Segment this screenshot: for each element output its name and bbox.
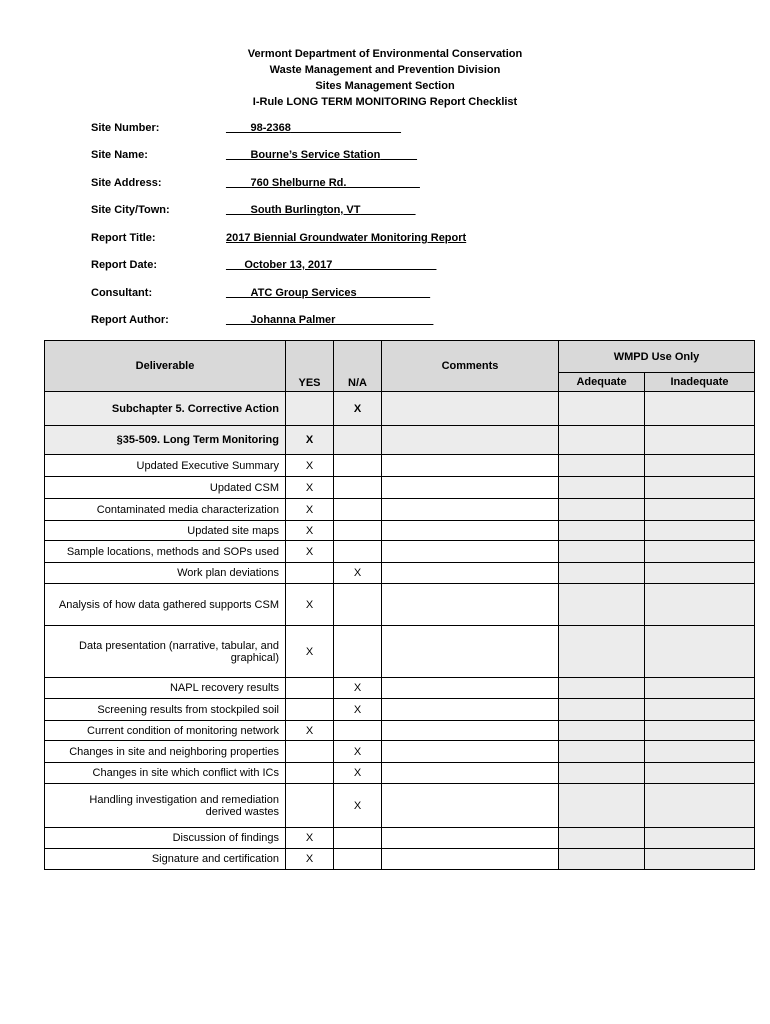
na-cell[interactable] — [334, 849, 382, 870]
site-number-row — [91, 122, 511, 138]
comments-cell[interactable] — [382, 563, 559, 584]
yes-cell[interactable]: X — [286, 499, 334, 521]
deliverable-cell: §35-509. Long Term Monitoring — [45, 426, 286, 455]
yes-cell[interactable]: X — [286, 541, 334, 563]
adequate-cell[interactable] — [559, 763, 645, 784]
na-cell[interactable]: X — [334, 784, 382, 828]
na-cell[interactable]: X — [334, 699, 382, 721]
adequate-cell[interactable] — [559, 849, 645, 870]
na-cell[interactable]: X — [334, 392, 382, 426]
site-name-value: Bourne’s Service Station — [250, 149, 381, 161]
table-row — [45, 477, 755, 499]
comments-cell[interactable] — [382, 455, 559, 477]
site-number-field[interactable]: ____98-2368__________________ — [226, 122, 401, 134]
yes-cell[interactable] — [286, 392, 334, 426]
inadequate-cell[interactable] — [645, 849, 755, 870]
site-city-value: South Burlington, VT — [250, 204, 361, 216]
yes-cell[interactable]: X — [286, 626, 334, 678]
header-section: Sites Management Section — [315, 80, 455, 92]
adequate-cell[interactable] — [559, 584, 645, 626]
deliverable-cell: NAPL recovery results — [45, 678, 286, 699]
report-author-value: Johanna Palmer — [250, 314, 336, 326]
adequate-cell[interactable] — [559, 784, 645, 828]
inadequate-cell[interactable] — [645, 541, 755, 563]
table-row — [45, 521, 755, 541]
yes-cell[interactable] — [286, 699, 334, 721]
inadequate-cell[interactable] — [645, 699, 755, 721]
inadequate-cell[interactable] — [645, 584, 755, 626]
table-row — [45, 392, 755, 426]
inadequate-cell[interactable] — [645, 455, 755, 477]
site-city-row — [91, 204, 511, 220]
comments-cell[interactable] — [382, 392, 559, 426]
adequate-cell[interactable] — [559, 563, 645, 584]
na-cell[interactable]: X — [334, 763, 382, 784]
deliverable-cell: Current condition of monitoring network — [45, 721, 286, 741]
inadequate-cell[interactable] — [645, 678, 755, 699]
deliverable-header: Deliverable — [45, 341, 286, 392]
inadequate-cell[interactable] — [645, 426, 755, 455]
deliverable-cell: Updated Executive Summary — [45, 455, 286, 477]
deliverables-body — [45, 392, 755, 870]
deliverable-cell: Discussion of findings — [45, 828, 286, 849]
yes-cell[interactable] — [286, 763, 334, 784]
header-division: Waste Management and Prevention Division — [269, 64, 501, 76]
comments-cell[interactable] — [382, 699, 559, 721]
site-number-value: 98-2368 — [250, 122, 291, 134]
yes-cell[interactable]: X — [286, 584, 334, 626]
deliverable-cell: Subchapter 5. Corrective Action — [45, 392, 286, 426]
consultant-row — [91, 287, 511, 303]
yes-header: YES — [286, 341, 334, 392]
comments-cell[interactable] — [382, 763, 559, 784]
deliverable-cell: Signature and certification — [45, 849, 286, 870]
report-title-label: Report Title: — [91, 232, 156, 244]
adequate-cell[interactable] — [559, 541, 645, 563]
comments-cell[interactable] — [382, 521, 559, 541]
wmpd-use-only-header: WMPD Use Only — [559, 341, 755, 373]
table-row — [45, 499, 755, 521]
table-row — [45, 763, 755, 784]
inadequate-cell[interactable] — [645, 499, 755, 521]
na-cell[interactable] — [334, 521, 382, 541]
report-date-row — [91, 259, 511, 275]
adequate-cell[interactable] — [559, 477, 645, 499]
comments-cell[interactable] — [382, 426, 559, 455]
inadequate-cell[interactable] — [645, 392, 755, 426]
header-checklist-title: I-Rule LONG TERM MONITORING Report Checklist — [252, 96, 518, 108]
inadequate-cell[interactable] — [645, 477, 755, 499]
inadequate-cell[interactable] — [645, 626, 755, 678]
consultant-label: Consultant: — [91, 287, 153, 299]
report-title-field[interactable] — [226, 232, 466, 244]
site-name-label: Site Name: — [91, 149, 148, 161]
adequate-cell[interactable] — [559, 828, 645, 849]
adequate-cell[interactable] — [559, 426, 645, 455]
comments-cell[interactable] — [382, 784, 559, 828]
comments-header: Comments — [382, 341, 559, 392]
site-number-label: Site Number: — [91, 122, 160, 134]
na-cell[interactable] — [334, 426, 382, 455]
na-cell[interactable] — [334, 626, 382, 678]
deliverable-cell: Updated site maps — [45, 521, 286, 541]
document-header — [0, 46, 770, 110]
site-city-label: Site City/Town: — [91, 204, 170, 216]
table-row — [45, 541, 755, 563]
adequate-cell[interactable] — [559, 521, 645, 541]
inadequate-cell[interactable] — [645, 721, 755, 741]
site-name-row — [91, 149, 511, 165]
adequate-cell[interactable] — [559, 392, 645, 426]
na-cell[interactable] — [334, 499, 382, 521]
na-cell[interactable] — [334, 477, 382, 499]
comments-cell[interactable] — [382, 541, 559, 563]
table-row — [45, 563, 755, 584]
comments-cell[interactable] — [382, 721, 559, 741]
report-author-field[interactable]: ____Johanna Palmer________________ — [226, 314, 434, 326]
comments-cell[interactable] — [382, 678, 559, 699]
deliverables-table — [44, 340, 755, 870]
table-row — [45, 626, 755, 678]
na-cell[interactable] — [334, 828, 382, 849]
deliverable-cell: Contaminated media characterization — [45, 499, 286, 521]
yes-cell[interactable] — [286, 741, 334, 763]
adequate-cell[interactable] — [559, 626, 645, 678]
inadequate-cell[interactable] — [645, 828, 755, 849]
consultant-field[interactable]: ____ATC Group Services____________ — [226, 287, 431, 299]
yes-cell[interactable]: X — [286, 477, 334, 499]
deliverable-cell: Changes in site which conflict with ICs — [45, 763, 286, 784]
table-row — [45, 828, 755, 849]
adequate-cell[interactable] — [559, 699, 645, 721]
table-row — [45, 426, 755, 455]
comments-cell[interactable] — [382, 584, 559, 626]
deliverable-cell: Screening results from stockpiled soil — [45, 699, 286, 721]
yes-cell[interactable] — [286, 678, 334, 699]
table-row — [45, 678, 755, 699]
inadequate-header: Inadequate — [645, 373, 755, 392]
adequate-header: Adequate — [559, 373, 645, 392]
inadequate-cell[interactable] — [645, 784, 755, 828]
comments-cell[interactable] — [382, 499, 559, 521]
inadequate-cell[interactable] — [645, 763, 755, 784]
deliverable-cell: Sample locations, methods and SOPs used — [45, 541, 286, 563]
table-row — [45, 721, 755, 741]
yes-cell[interactable] — [286, 563, 334, 584]
report-date-field[interactable]: ___October 13, 2017_________________ — [226, 259, 437, 271]
yes-cell[interactable]: X — [286, 521, 334, 541]
table-header-row — [45, 341, 755, 373]
yes-cell[interactable]: X — [286, 426, 334, 455]
comments-cell[interactable] — [382, 477, 559, 499]
deliverable-cell: Work plan deviations — [45, 563, 286, 584]
table-row — [45, 741, 755, 763]
na-cell[interactable] — [334, 584, 382, 626]
adequate-cell[interactable] — [559, 721, 645, 741]
comments-cell[interactable] — [382, 828, 559, 849]
report-title-row — [91, 232, 511, 248]
yes-cell[interactable]: X — [286, 828, 334, 849]
site-address-row — [91, 177, 511, 193]
table-row — [45, 699, 755, 721]
na-cell[interactable] — [334, 721, 382, 741]
deliverable-cell: Updated CSM — [45, 477, 286, 499]
inadequate-cell[interactable] — [645, 563, 755, 584]
yes-cell[interactable]: X — [286, 849, 334, 870]
report-author-label: Report Author: — [91, 314, 169, 326]
deliverable-cell: Changes in site and neighboring properties — [45, 741, 286, 763]
report-author-row — [91, 314, 511, 330]
site-city-field[interactable]: ____South Burlington, VT_________ — [226, 204, 416, 216]
yes-cell[interactable] — [286, 784, 334, 828]
table-row — [45, 584, 755, 626]
adequate-cell[interactable] — [559, 741, 645, 763]
inadequate-cell[interactable] — [645, 741, 755, 763]
inadequate-cell[interactable] — [645, 521, 755, 541]
site-address-field[interactable]: ____760 Shelburne Rd.____________ — [226, 177, 420, 189]
table-row — [45, 455, 755, 477]
na-header: N/A — [334, 341, 382, 392]
yes-cell[interactable]: X — [286, 721, 334, 741]
na-cell[interactable] — [334, 455, 382, 477]
comments-cell[interactable] — [382, 849, 559, 870]
na-cell[interactable]: X — [334, 563, 382, 584]
deliverable-cell: Handling investigation and remediation derived wastes — [45, 784, 286, 828]
na-cell[interactable] — [334, 541, 382, 563]
na-cell[interactable]: X — [334, 678, 382, 699]
adequate-cell[interactable] — [559, 678, 645, 699]
comments-cell[interactable] — [382, 626, 559, 678]
yes-cell[interactable]: X — [286, 455, 334, 477]
header-agency: Vermont Department of Environmental Conservation — [247, 48, 523, 60]
report-date-value: October 13, 2017 — [244, 259, 333, 271]
adequate-cell[interactable] — [559, 455, 645, 477]
consultant-value: ATC Group Services — [250, 287, 357, 299]
site-address-label: Site Address: — [91, 177, 162, 189]
report-date-label: Report Date: — [91, 259, 158, 271]
report-title-value: 2017 Biennial Groundwater Monitoring Report — [226, 232, 467, 244]
na-cell[interactable]: X — [334, 741, 382, 763]
deliverable-cell: Analysis of how data gathered supports CSM — [45, 584, 286, 626]
comments-cell[interactable] — [382, 741, 559, 763]
deliverable-cell: Data presentation (narrative, tabular, and graphical) — [45, 626, 286, 678]
site-address-value: 760 Shelburne Rd. — [250, 177, 347, 189]
table-row — [45, 784, 755, 828]
adequate-cell[interactable] — [559, 499, 645, 521]
site-name-field[interactable]: ____Bourne’s Service Station______ — [226, 149, 418, 161]
table-row — [45, 849, 755, 870]
